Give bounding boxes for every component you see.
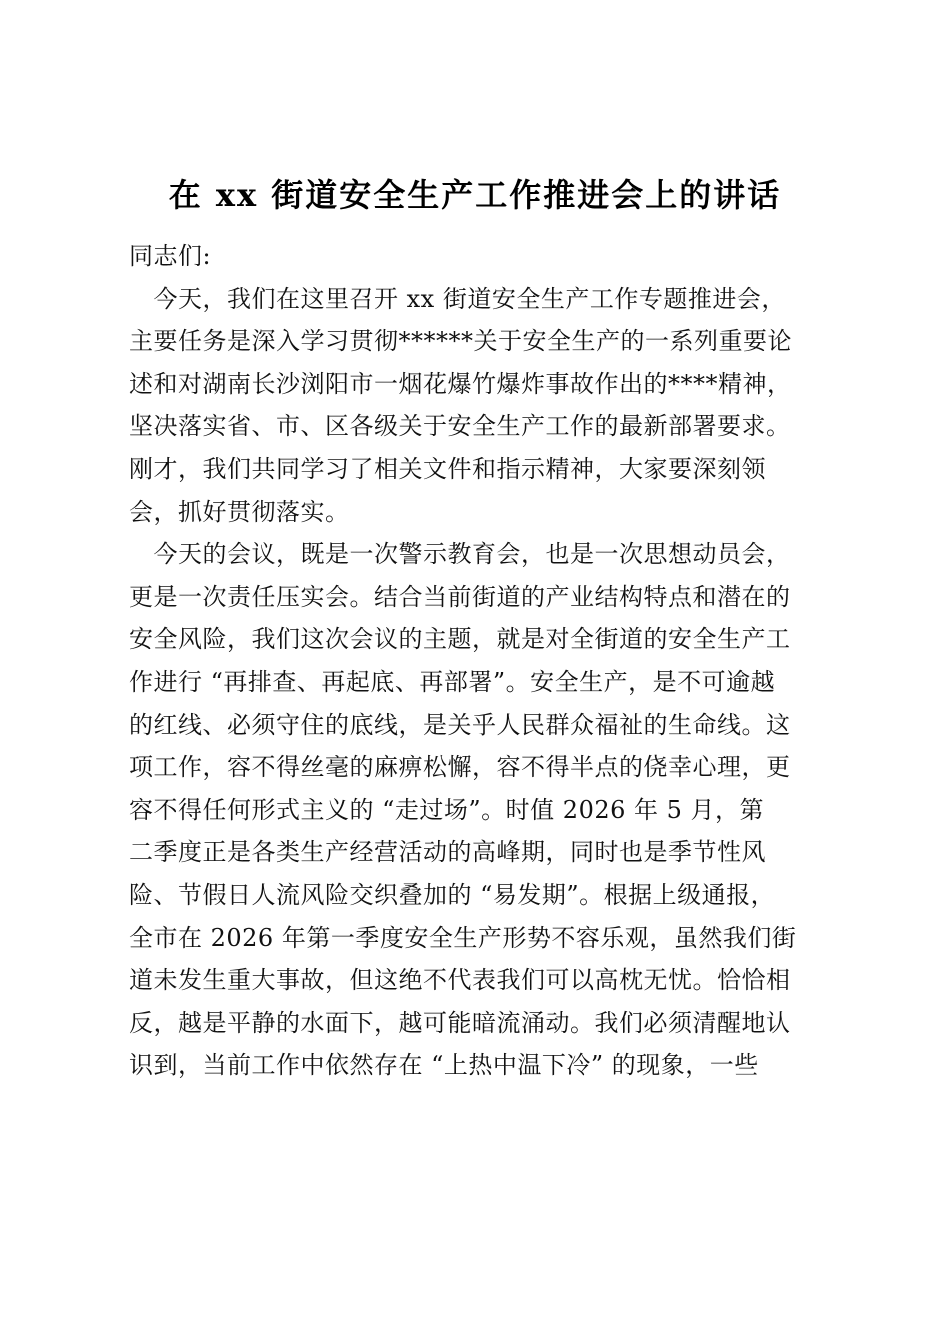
document-title: 在 xx 街道安全生产工作推进会上的讲话 bbox=[168, 176, 782, 214]
paragraph-line: 主要任务是深入学习贯彻******关于安全生产的一系列重要论 bbox=[129, 327, 792, 356]
paragraph-line: 更是一次责任压实会。结合当前街道的产业结构特点和潜在的 bbox=[129, 582, 791, 611]
paragraph-line: 作进行 “再排查、再起底、再部署”。安全生产，是不可逾越 bbox=[129, 667, 776, 696]
paragraph-line: 项工作，容不得丝毫的麻痹松懈，容不得半点的侥幸心理，更 bbox=[129, 753, 791, 782]
paragraph-line: 安全风险，我们这次会议的主题，就是对全街道的安全生产工 bbox=[129, 625, 791, 654]
paragraph-line: 容不得任何形式主义的 “走过场”。时值 2026 年 5 月，第 bbox=[129, 795, 765, 824]
paragraph-line: 述和对湖南长沙浏阳市一烟花爆竹爆炸事故作出的****精神， bbox=[129, 369, 792, 398]
paragraph-line: 二季度正是各类生产经营活动的高峰期，同时也是季节性风 bbox=[129, 838, 766, 867]
paragraph-line: 反，越是平静的水面下，越可能暗流涌动。我们必须清醒地认 bbox=[129, 1008, 791, 1037]
paragraph-line: 的红线、必须守住的底线，是关乎人民群众福祉的生命线。这 bbox=[129, 710, 791, 739]
paragraph-line: 坚决落实省、市、区各级关于安全生产工作的最新部署要求。 bbox=[129, 412, 791, 441]
document-body bbox=[129, 235, 829, 1087]
paragraph-line: 识到，当前工作中依然存在 “上热中温下冷” 的现象，一些 bbox=[129, 1051, 759, 1080]
paragraph-line: 今天的会议，既是一次警示教育会，也是一次思想动员会， bbox=[129, 540, 791, 569]
paragraph-line: 道未发生重大事故，但这绝不代表我们可以高枕无忧。恰恰相 bbox=[129, 966, 791, 995]
paragraph-line: 险、节假日人流风险交织叠加的 “易发期”。根据上级通报， bbox=[129, 880, 776, 909]
paragraph-line: 刚才，我们共同学习了相关文件和指示精神，大家要深刻领 bbox=[129, 454, 766, 483]
paragraph-line: 会，抓好贯彻落实。 bbox=[129, 497, 350, 526]
paragraph-line: 全市在 2026 年第一季度安全生产形势不容乐观，虽然我们街 bbox=[129, 923, 797, 952]
paragraph-line: 今天，我们在这里召开 xx 街道安全生产工作专题推进会， bbox=[129, 284, 786, 313]
salutation-line: 同志们: bbox=[129, 242, 212, 270]
